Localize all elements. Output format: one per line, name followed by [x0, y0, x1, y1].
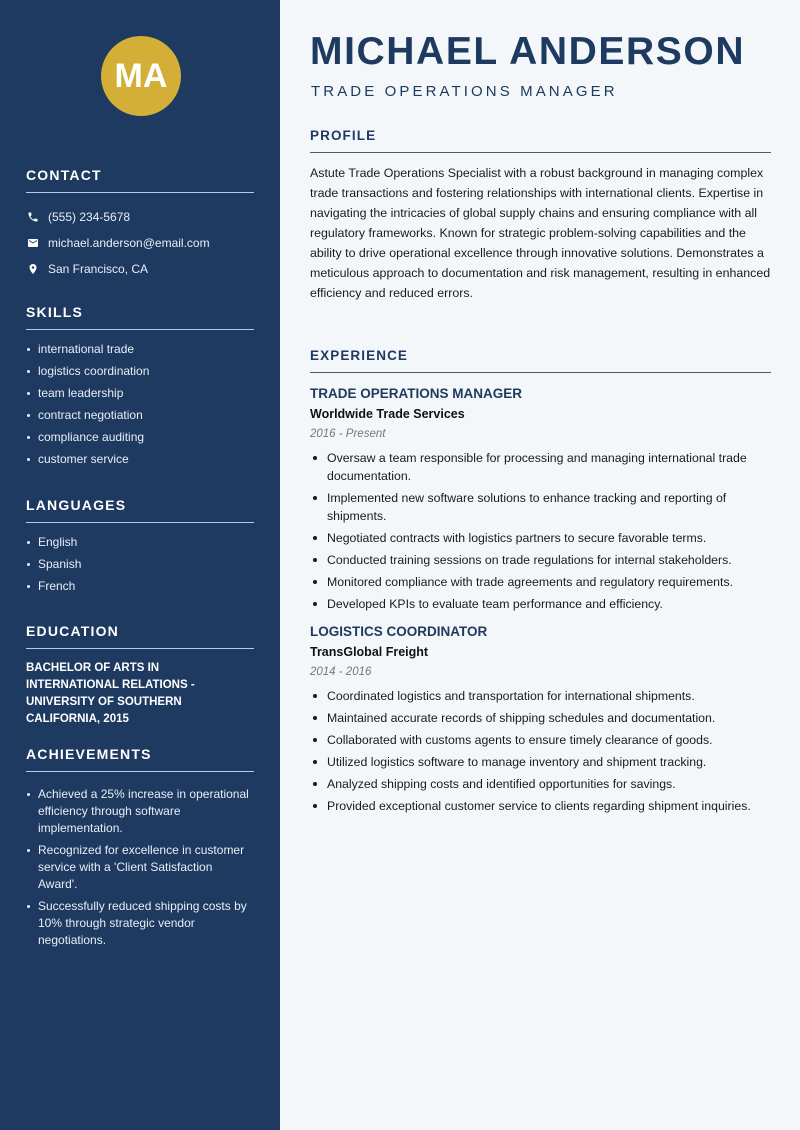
skill-item: logistics coordination [26, 363, 254, 380]
job-title: LOGISTICS COORDINATOR [310, 624, 488, 639]
skill-item: customer service [26, 451, 254, 468]
contact-phone-text: (555) 234-5678 [48, 210, 131, 224]
achievement-item: Achieved a 25% increase in operational efficiency through software implementation. [26, 786, 254, 837]
contact-phone [26, 204, 254, 230]
skills-heading: SKILLS [26, 304, 254, 330]
job-company: Worldwide Trade Services [310, 407, 465, 421]
education-entry: BACHELOR OF ARTS IN INTERNATIONAL RELATIONS - UNIVERSITY OF SOUTHERN CALIFORNIA, 2015 [26, 662, 195, 725]
job-dates: 2016 - Present [310, 428, 386, 440]
skills-list [26, 341, 254, 468]
job-bullet: Provided exceptional customer service to clients regarding shipment inquiries. [310, 797, 771, 815]
job-bullets [310, 687, 771, 815]
experience-section [310, 348, 771, 819]
job-bullets [310, 449, 771, 613]
achievements-section [26, 746, 254, 954]
job-entry [310, 624, 771, 815]
job-bullet: Developed KPIs to evaluate team performance and efficiency. [310, 595, 771, 613]
job-bullet: Coordinated logistics and transportation for international shipments. [310, 687, 771, 705]
achievement-item: Successfully reduced shipping costs by 10% through strategic vendor negotiations. [26, 898, 254, 949]
achievement-item: Recognized for excellence in customer service with a 'Client Satisfaction Award'. [26, 842, 254, 893]
phone-icon [26, 210, 40, 224]
achievements-heading: ACHIEVEMENTS [26, 746, 254, 772]
contact-location-text: San Francisco, CA [48, 262, 149, 276]
job-company: TransGlobal Freight [310, 645, 429, 659]
job-dates: 2014 - 2016 [310, 666, 372, 678]
job-entry [310, 386, 771, 613]
profile-summary: Astute Trade Operations Specialist with a robust background in managing complex trade transactions and fostering relationships with international clients. Expertise in navigating the intricacies of global supply chains and ensuring compliance with all regulatory frameworks. Known for strategic problem-solving capabilities and the ability to drive operational excellence through innovative solutions. Demonstrates a meticulous approach to documentation and risk management, resulting in enhanced efficiency and reduced errors. [310, 166, 771, 300]
contact-section [26, 167, 254, 282]
job-bullet: Monitored compliance with trade agreements and regulatory requirements. [310, 573, 771, 591]
skill-item: compliance auditing [26, 429, 254, 446]
achievements-list [26, 786, 254, 949]
job-title: TRADE OPERATIONS MANAGER [310, 386, 523, 401]
languages-heading: LANGUAGES [26, 497, 254, 523]
job-bullet: Negotiated contracts with logistics partners to secure favorable terms. [310, 529, 771, 547]
languages-section [26, 497, 254, 600]
profile-heading: PROFILE [310, 128, 771, 153]
profile-section [310, 128, 771, 303]
skills-section [26, 304, 254, 473]
candidate-name: MICHAEL ANDERSON [310, 30, 746, 73]
job-bullet: Collaborated with customs agents to ensure timely clearance of goods. [310, 731, 771, 749]
language-item: Spanish [26, 556, 254, 573]
avatar-initials: MA [114, 56, 168, 95]
job-bullet: Implemented new software solutions to enhance tracking and reporting of shipments. [310, 489, 771, 525]
language-item: French [26, 578, 254, 595]
sidebar [0, 0, 280, 1130]
contact-email [26, 230, 254, 256]
contact-location [26, 256, 254, 282]
education-heading: EDUCATION [26, 623, 254, 649]
location-pin-icon [26, 262, 40, 276]
job-bullet: Oversaw a team responsible for processing and managing international trade documentation. [310, 449, 771, 485]
skill-item: contract negotiation [26, 407, 254, 424]
skill-item: international trade [26, 341, 254, 358]
skill-item: team leadership [26, 385, 254, 402]
language-item: English [26, 534, 254, 551]
job-bullet: Maintained accurate records of shipping schedules and documentation. [310, 709, 771, 727]
education-section [26, 623, 254, 728]
job-bullet: Utilized logistics software to manage inventory and shipment tracking. [310, 753, 771, 771]
main-content [280, 0, 800, 1130]
contact-heading: CONTACT [26, 167, 254, 193]
job-bullet: Analyzed shipping costs and identified opportunities for savings. [310, 775, 771, 793]
candidate-role: TRADE OPERATIONS MANAGER [311, 83, 618, 100]
avatar [101, 36, 181, 116]
languages-list [26, 534, 254, 595]
job-bullet: Conducted training sessions on trade regulations for internal stakeholders. [310, 551, 771, 569]
experience-heading: EXPERIENCE [310, 348, 771, 373]
contact-email-text: michael.anderson@email.com [48, 236, 210, 250]
email-icon [26, 236, 40, 250]
